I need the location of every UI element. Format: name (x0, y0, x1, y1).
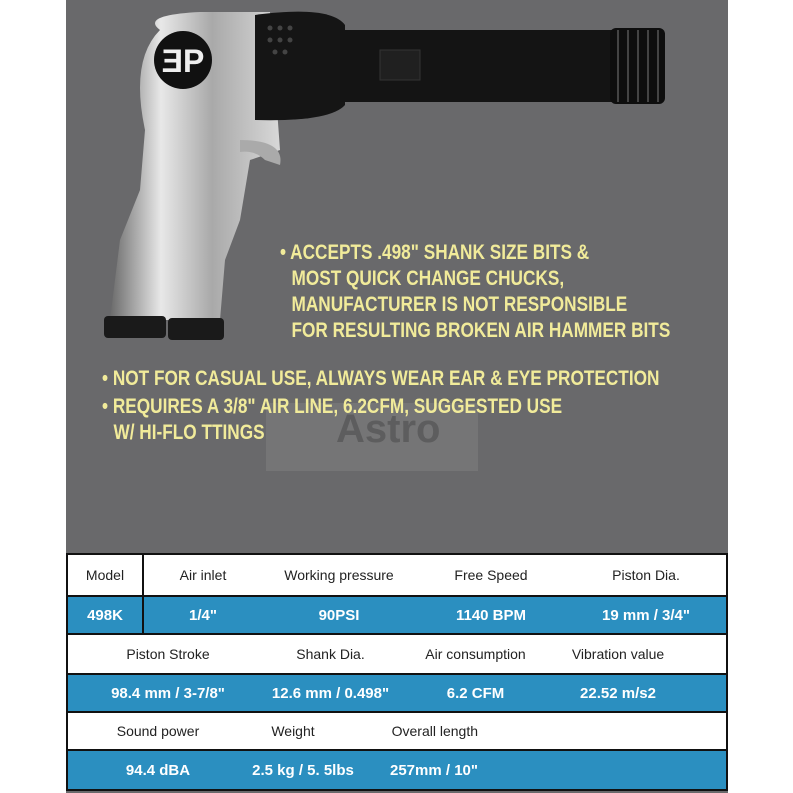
watermark-text: Astro (336, 407, 441, 451)
feature-bullet-2 (102, 366, 659, 392)
header-piston-stroke: Piston Stroke (126, 646, 210, 662)
feature-bullet-1 (280, 240, 670, 344)
value-shank-dia: 12.6 mm / 0.498" (271, 684, 390, 702)
header-vibration: Vibration value (571, 646, 665, 662)
header-air-consumption: Air consumption (425, 646, 526, 662)
value-sound-power: 94.4 dBA (125, 761, 191, 779)
value-air-consumption: 6.2 CFM (446, 684, 505, 702)
spec-header-row (66, 713, 728, 751)
value-air-inlet: 1/4" (189, 606, 217, 624)
value-free-speed: 1140 BPM (455, 606, 527, 624)
feature-line: • ACCEPTS .498" SHANK SIZE BITS & (280, 241, 590, 264)
value-piston-stroke: 98.4 mm / 3-7/8" (111, 684, 225, 702)
feature-line: FOR RESULTING BROKEN AIR HAMMER BITS (291, 319, 671, 342)
feature-line: • NOT FOR CASUAL USE, ALWAYS WEAR EAR & EYE PROTECTION (102, 367, 660, 390)
value-model: 498K (68, 597, 144, 633)
header-free-speed: Free Speed (454, 567, 528, 583)
feature-bullet-3 (102, 394, 562, 446)
header-working-pressure: Working pressure (284, 567, 394, 583)
feature-line: W/ HI-FLO TTINGS (113, 421, 265, 444)
spec-header-row (66, 635, 728, 675)
value-vibration: 22.52 m/s2 (580, 684, 656, 702)
value-working-pressure: 90PSI (318, 606, 360, 624)
feature-line: • REQUIRES A 3/8" AIR LINE, 6.2CFM, SUGGESTED USE (102, 395, 563, 418)
spec-value-row (66, 675, 728, 713)
spec-header-row (66, 555, 728, 597)
svg-text:ƎP: ƎP (161, 43, 205, 79)
header-overall-length: Overall length (391, 723, 478, 739)
feature-line: MANUFACTURER IS NOT RESPONSIBLE (291, 293, 628, 316)
feature-line: MOST QUICK CHANGE CHUCKS, (291, 267, 565, 290)
header-shank-dia: Shank Dia. (296, 646, 365, 662)
value-piston-dia: 19 mm / 3/4" (602, 606, 690, 624)
header-weight: Weight (271, 723, 315, 739)
header-air-inlet: Air inlet (179, 567, 227, 583)
value-overall-length: 257mm / 10" (389, 761, 478, 779)
header-piston-dia: Piston Dia. (612, 567, 680, 583)
value-weight: 2.5 kg / 5. 5lbs (252, 761, 354, 779)
header-model: Model (68, 555, 144, 595)
spec-value-row (66, 751, 728, 791)
header-sound-power: Sound power (116, 723, 200, 739)
spec-table (66, 553, 728, 791)
spec-value-row (66, 597, 728, 635)
